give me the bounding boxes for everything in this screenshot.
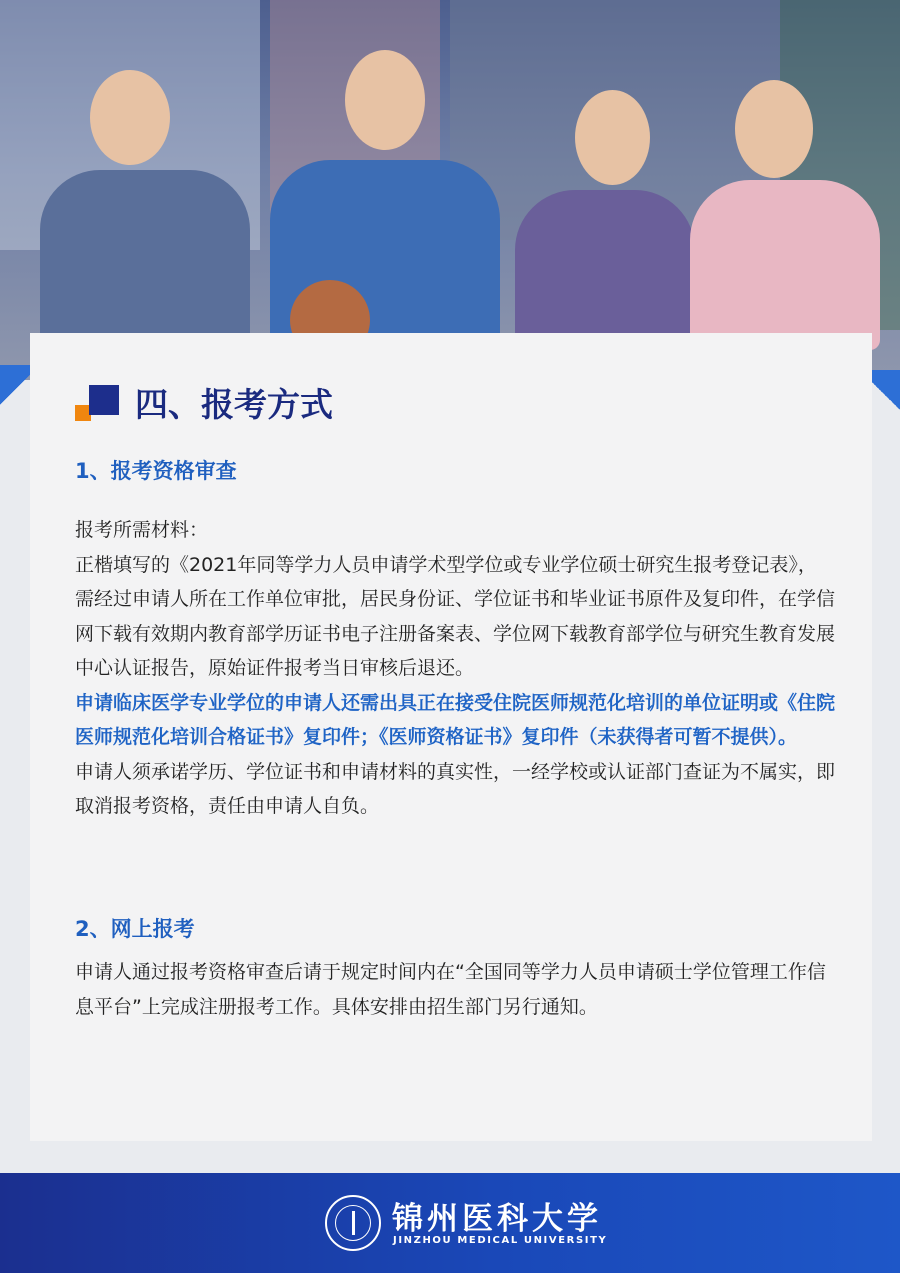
materials-detail: 正楷填写的《2021年同等学力人员申请学术型学位或专业学位硕士研究生报考登记表》，需经过申请人所在工作单位审批，居民身份证、学位证书和毕业证书原件及复印件，在学信网下载有效期内教育部学历证书电子注册备案表、学位网下载教育部学位与研究生教育发展中心认证报告，原始证件报考当日审核后退还。 xyxy=(75,553,836,679)
student-2-head xyxy=(345,50,425,150)
qualification-body xyxy=(75,513,835,824)
subsection-title-qualification: 1、报考资格审查 xyxy=(75,459,237,483)
student-4-head xyxy=(735,80,813,178)
section-title: 四、报考方式 xyxy=(135,385,333,424)
authenticity-note: 申请人须承诺学历、学位证书和申请材料的真实性，一经学校或认证部门查证为不属实，即取消报考资格，责任由申请人自负。 xyxy=(75,760,836,817)
university-emblem-icon xyxy=(325,1195,381,1251)
emblem-ring xyxy=(335,1205,371,1241)
overlapping-squares-icon-main xyxy=(89,385,119,415)
student-1 xyxy=(40,170,250,350)
materials-label: 报考所需材料： xyxy=(75,519,209,541)
subsection-title-online: 2、网上报考 xyxy=(75,917,195,941)
clinical-requirement: 申请临床医学专业学位的申请人还需出具正在接受住院医师规范化培训的单位证明或《住院医师规范化培训合格证书》复印件；《医师资格证书》复印件（未获得者可暂不提供）。 xyxy=(75,691,836,748)
online-body xyxy=(75,955,835,1024)
student-3-head xyxy=(575,90,650,185)
university-name-en: JINZHOU MEDICAL UNIVERSITY xyxy=(393,1235,608,1246)
emblem-staff xyxy=(352,1211,355,1235)
footer-bar xyxy=(0,1173,900,1273)
online-registration-text: 申请人通过报考资格审查后请于规定时间内在“全国同等学力人员申请硕士学位管理工作信息平台”上完成注册报考工作。具体安排由招生部门另行通知。 xyxy=(75,961,826,1018)
content-card xyxy=(30,333,872,1141)
student-1-head xyxy=(90,70,170,165)
university-name-cn: 锦州医科大学 xyxy=(392,1201,602,1237)
student-4 xyxy=(690,180,880,350)
student-3 xyxy=(515,190,695,350)
hero-photo xyxy=(0,0,900,380)
